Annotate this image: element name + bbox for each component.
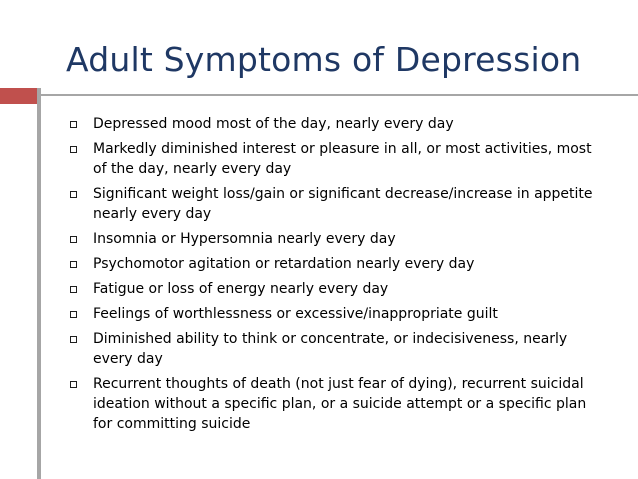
title-rule-line (40, 94, 638, 96)
symptom-list (68, 114, 608, 439)
list-item-text: Diminished ability to think or concentrate, or indecisiveness, nearly every day (93, 331, 568, 367)
list-item-text: Feelings of worthlessness or excessive/inappropriate guilt (93, 306, 498, 322)
list-item (68, 139, 608, 179)
list-item (68, 329, 608, 369)
square-bullet-icon (70, 381, 77, 388)
list-item (68, 184, 608, 224)
square-bullet-icon (70, 286, 77, 293)
list-item-text: Fatigue or loss of energy nearly every day (93, 281, 389, 297)
list-item-text: Psychomotor agitation or retardation nearly every day (93, 256, 475, 272)
square-bullet-icon (70, 261, 77, 268)
list-item-text: Recurrent thoughts of death (not just fear of dying), recurrent suicidal ideation without a specific plan, or a suicide attempt or a specific plan for committing suicide (93, 376, 587, 432)
list-item (68, 304, 608, 324)
square-bullet-icon (70, 121, 77, 128)
list-item-text: Markedly diminished interest or pleasure in all, or most activities, most of the day, nearly every day (93, 141, 592, 177)
list-item (68, 114, 608, 134)
list-item (68, 374, 608, 434)
list-item-text: Insomnia or Hypersomnia nearly every day (93, 231, 396, 247)
square-bullet-icon (70, 336, 77, 343)
list-item (68, 279, 608, 299)
title-accent-block (0, 88, 37, 104)
square-bullet-icon (70, 146, 77, 153)
list-item (68, 254, 608, 274)
list-item (68, 229, 608, 249)
left-accent-bar (37, 88, 41, 479)
square-bullet-icon (70, 191, 77, 198)
square-bullet-icon (70, 236, 77, 243)
list-item-text: Depressed mood most of the day, nearly every day (93, 116, 454, 132)
square-bullet-icon (70, 311, 77, 318)
list-item-text: Significant weight loss/gain or significant decrease/increase in appetite nearly every day (93, 186, 593, 222)
slide-title: Adult Symptoms of Depression (66, 40, 582, 79)
